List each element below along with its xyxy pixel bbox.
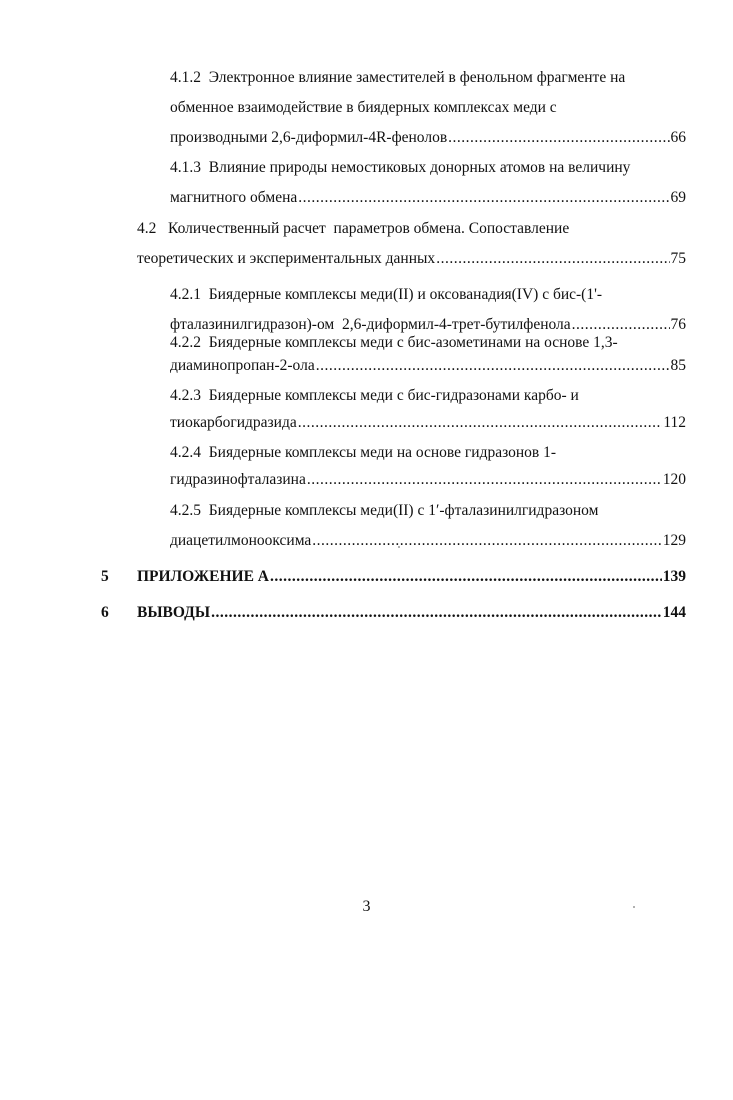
toc-chapter-6-title: ВЫВОДЫ (137, 604, 211, 621)
toc-leader-dots (307, 465, 662, 495)
toc-4-2-2-title-line1: Биядерные комплексы меди с бис-азометинами на основе 1,3- (208, 334, 618, 351)
toc-4-2-number: 4.2 (137, 220, 157, 237)
toc-4-1-2-line2[interactable] (170, 93, 557, 123)
toc-4-2-5-page: 129 (662, 532, 686, 549)
toc-4-1-3-title-line2: магнитного обмена (170, 189, 298, 206)
toc-chapter-6[interactable] (137, 598, 686, 628)
toc-4-1-3-number: 4.1.3 (170, 159, 201, 176)
toc-4-2-2-line2[interactable] (170, 351, 686, 381)
scan-speck (398, 546, 400, 548)
toc-4-1-2-title-line2: обменное взаимодействие в биядерных комплексах меди с (170, 99, 557, 116)
toc-4-2-5-title-line2: диацетилмонооксима (170, 532, 312, 549)
toc-4-2-4-title-line2: гидразинофталазина (170, 471, 306, 488)
toc-4-2-3-line1[interactable] (170, 381, 579, 411)
toc-4-2-5-title-line1: Биядерные комплексы меди(II) с 1′-фталазинилгидразоном (208, 502, 599, 519)
toc-4-2-line2[interactable] (137, 244, 686, 274)
toc-chapter-5-title: ПРИЛОЖЕНИЕ А (137, 568, 269, 585)
toc-leader-dots (316, 351, 670, 381)
toc-leader-dots (270, 562, 662, 592)
toc-4-1-2-page: 66 (670, 129, 686, 146)
toc-4-2-2-number: 4.2.2 (170, 334, 201, 351)
toc-4-2-2-page: 85 (670, 357, 686, 374)
toc-leader-dots (298, 183, 669, 213)
toc-4-2-4-page: 120 (662, 471, 686, 488)
toc-4-1-2-line1[interactable] (170, 63, 625, 93)
toc-chapter-5[interactable] (137, 562, 686, 592)
toc-4-2-5-number: 4.2.5 (170, 502, 201, 519)
toc-4-2-5-line2[interactable] (170, 526, 686, 556)
toc-leader-dots (448, 123, 669, 153)
page-number: 3 (362, 898, 371, 915)
toc-chapter-6-page: 144 (662, 604, 686, 621)
toc-4-2-page: 75 (670, 250, 686, 267)
toc-chapter-5-number: 5 (101, 568, 109, 585)
toc-leader-dots (211, 598, 662, 628)
toc-4-2-4-number: 4.2.4 (170, 444, 201, 461)
toc-4-2-1-title-line1: Биядерные комплексы меди(II) и оксованадия(IV) с бис-(1'- (208, 286, 603, 303)
toc-chapter-5-page: 139 (662, 568, 686, 585)
toc-chapter-6-number: 6 (101, 604, 109, 621)
toc-4-2-3-title-line2: тиокарбогидразида (170, 414, 297, 431)
toc-4-2-2-title-line2: диаминопропан-2-ола (170, 357, 315, 374)
toc-4-1-2-title-line1: Электронное влияние заместителей в фенольном фрагменте на (208, 69, 626, 86)
toc-4-2-3-number: 4.2.3 (170, 387, 201, 404)
toc-4-1-2-number: 4.1.2 (170, 69, 201, 86)
toc-4-2-line1[interactable] (137, 214, 569, 244)
toc-4-1-3-line1[interactable] (170, 153, 630, 183)
toc-4-1-2-line3[interactable] (170, 123, 686, 153)
toc-4-2-5-line1[interactable] (170, 496, 598, 526)
toc-leader-dots (312, 526, 661, 556)
toc-4-2-title-line2: теоретических и экспериментальных данных (137, 250, 436, 267)
toc-leader-dots (436, 244, 669, 274)
toc-4-1-3-line2[interactable] (170, 183, 686, 213)
toc-4-1-2-title-line3: производными 2,6-диформил-4R-фенолов (170, 129, 448, 146)
toc-4-1-3-title-line1: Влияние природы немостиковых донорных атомов на величину (208, 159, 631, 176)
toc-4-2-3-line2[interactable] (170, 408, 686, 438)
toc-4-2-title-line1: Количественный расчет параметров обмена. Сопоставление (168, 220, 570, 237)
toc-4-2-1-number: 4.2.1 (170, 286, 201, 303)
toc-4-2-1-line1[interactable] (170, 280, 602, 310)
toc-4-2-3-title-line1: Биядерные комплексы меди с бис-гидразонами карбо- и (208, 387, 579, 404)
toc-4-2-1-page: 76 (670, 316, 686, 333)
toc-4-2-4-title-line1: Биядерные комплексы меди на основе гидразонов 1- (208, 444, 557, 461)
toc-4-2-1-title-line2: фталазинилгидразон)-ом 2,6-диформил-4-трет-бутилфенола (170, 316, 571, 333)
toc-4-2-4-line2[interactable] (170, 465, 686, 495)
toc-4-2-4-line1[interactable] (170, 438, 556, 468)
toc-leader-dots (298, 408, 663, 438)
toc-4-1-3-page: 69 (670, 189, 686, 206)
toc-4-2-3-page: 112 (663, 414, 686, 431)
